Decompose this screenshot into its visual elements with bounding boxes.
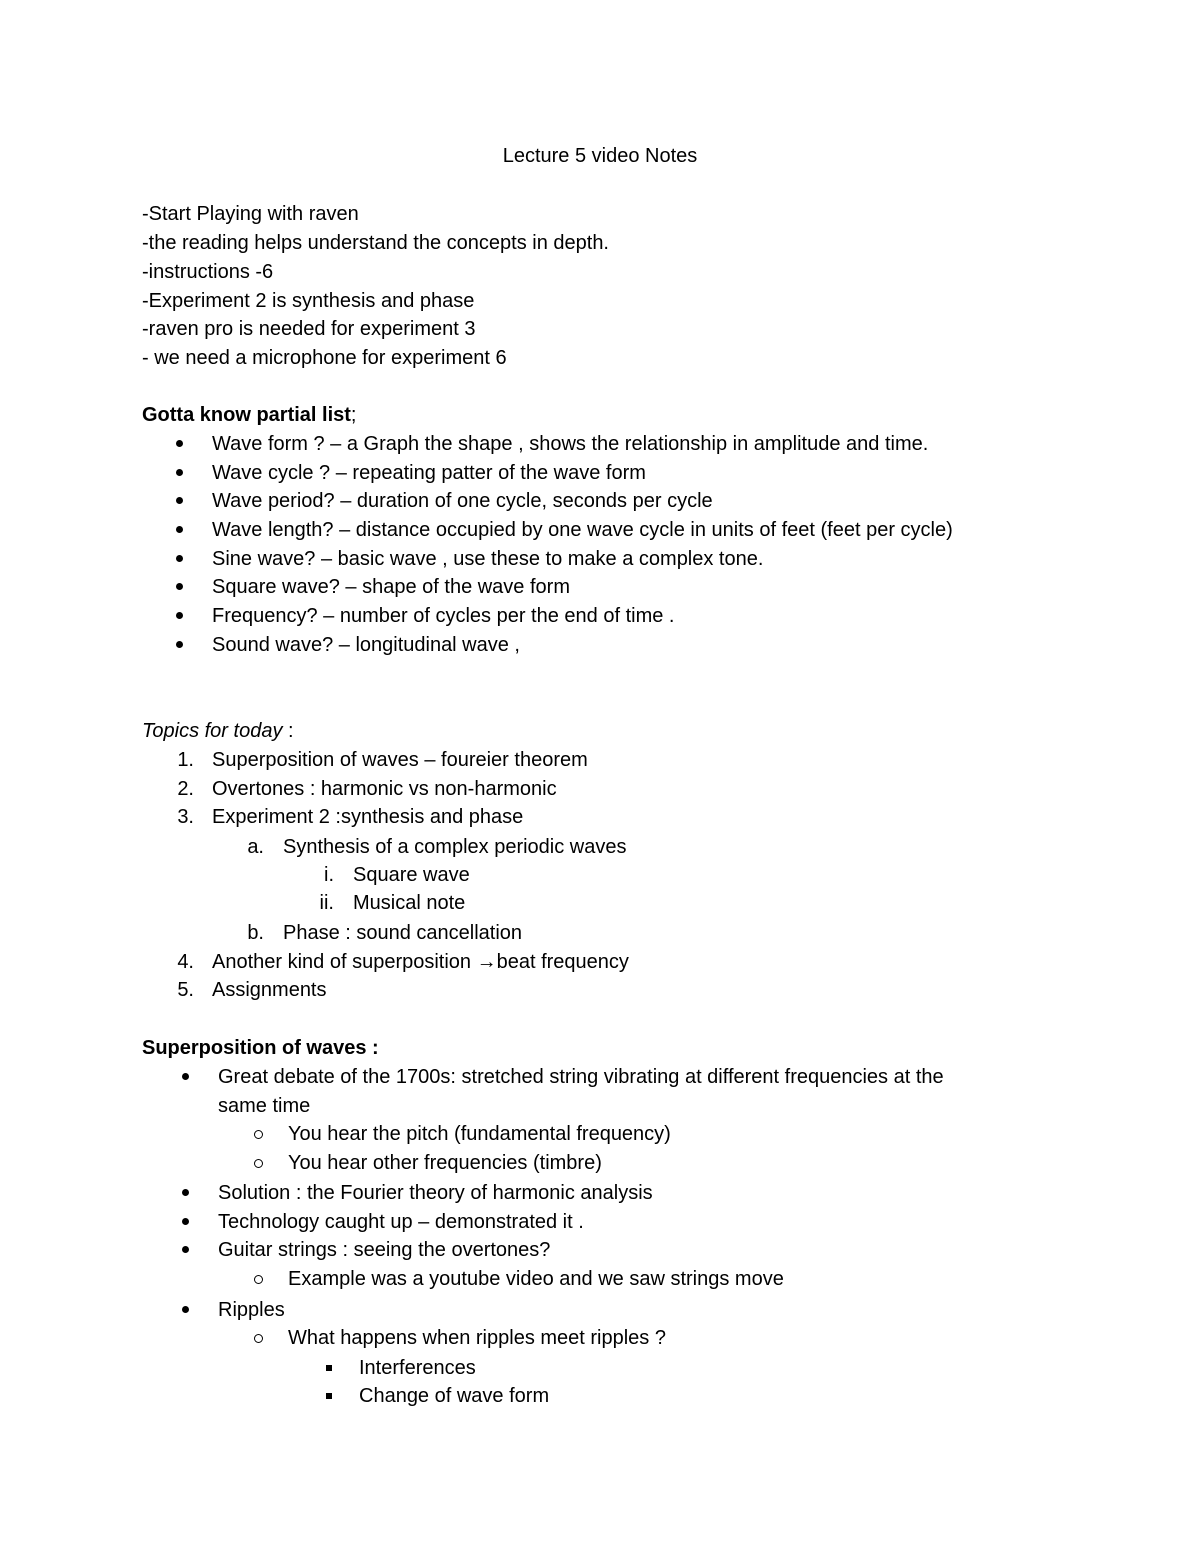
topic-item: Overtones : harmonic vs non-harmonic — [212, 778, 557, 800]
intro-line: -the reading helps understand the concepts in depth. — [142, 232, 609, 254]
bullet-dot — [176, 612, 183, 619]
list-number: 3. — [177, 806, 194, 828]
partial-list-heading — [142, 403, 356, 427]
topics-heading — [142, 719, 294, 743]
intro-line: - we need a microphone for experiment 6 — [142, 347, 507, 369]
partial-list-heading-text: Gotta know partial list — [142, 404, 351, 426]
bullet-dot — [176, 555, 183, 562]
intro-line: -Experiment 2 is synthesis and phase — [142, 290, 475, 312]
bullet-dot — [176, 526, 183, 533]
bullet-dot — [182, 1189, 189, 1196]
list-number: 5. — [177, 979, 194, 1001]
partial-list-item: Wave length? – distance occupied by one wave cycle in units of feet (feet per cycle) — [212, 519, 953, 541]
partial-list-item: Sine wave? – basic wave , use these to make a complex tone. — [212, 548, 764, 570]
superposition-item: Technology caught up – demonstrated it . — [218, 1211, 584, 1233]
topics-heading-text: Topics for today — [142, 720, 283, 742]
bullet-dot — [182, 1218, 189, 1225]
topic-item: Assignments — [212, 979, 327, 1001]
bullet-square — [326, 1393, 332, 1399]
partial-list-item: Sound wave? – longitudinal wave , — [212, 634, 520, 656]
superposition-heading: Superposition of waves : — [142, 1037, 379, 1059]
topic-subitem: Phase : sound cancellation — [283, 922, 523, 944]
bullet-circle — [254, 1334, 263, 1343]
bullet-dot — [176, 440, 183, 447]
bullet-dot — [182, 1246, 189, 1253]
list-roman: ii. — [319, 892, 334, 914]
superposition-subsubitem: Interferences — [359, 1357, 476, 1379]
list-number: 4. — [177, 951, 194, 973]
page-title: Lecture 5 video Notes — [502, 145, 698, 167]
bullet-square — [326, 1365, 332, 1371]
topic-subitem: Synthesis of a complex periodic waves — [283, 836, 627, 858]
bullet-circle — [254, 1159, 263, 1168]
topic-item: Another kind of superposition →beat frequency — [212, 951, 629, 973]
bullet-dot — [176, 641, 183, 648]
superposition-item: Solution : the Fourier theory of harmonic analysis — [218, 1182, 653, 1204]
partial-list-item: Frequency? – number of cycles per the end of time . — [212, 605, 675, 627]
superposition-item: Great debate of the 1700s: stretched string vibrating at different frequencies at the — [218, 1066, 944, 1088]
topic-subsubitem: Square wave — [353, 864, 470, 886]
intro-line: -instructions -6 — [142, 261, 274, 283]
list-letter: a. — [247, 836, 264, 858]
bullet-dot — [182, 1306, 189, 1313]
superposition-item-continuation: same time — [218, 1095, 311, 1117]
superposition-subsubitem: Change of wave form — [359, 1385, 550, 1407]
superposition-subitem: What happens when ripples meet ripples ? — [288, 1327, 666, 1349]
partial-list-item: Wave period? – duration of one cycle, seconds per cycle — [212, 490, 713, 512]
bullet-dot — [176, 497, 183, 504]
bullet-circle — [254, 1130, 263, 1139]
superposition-subitem: You hear the pitch (fundamental frequency) — [288, 1123, 671, 1145]
intro-line: -Start Playing with raven — [142, 203, 359, 225]
list-number: 2. — [177, 778, 194, 800]
superposition-item: Guitar strings : seeing the overtones? — [218, 1239, 551, 1261]
bullet-circle — [254, 1275, 263, 1284]
superposition-item: Ripples — [218, 1299, 285, 1321]
superposition-subitem: You hear other frequencies (timbre) — [288, 1152, 602, 1174]
bullet-dot — [176, 583, 183, 590]
list-letter: b. — [247, 922, 264, 944]
superposition-subitem: Example was a youtube video and we saw strings move — [288, 1268, 784, 1290]
partial-list-item: Square wave? – shape of the wave form — [212, 576, 570, 598]
bullet-dot — [182, 1073, 189, 1080]
partial-list-item: Wave form ? – a Graph the shape , shows the relationship in amplitude and time. — [212, 433, 929, 455]
bullet-dot — [176, 469, 183, 476]
partial-list-heading-tail: ; — [350, 404, 357, 426]
topic-item: Experiment 2 :synthesis and phase — [212, 806, 524, 828]
topic-subsubitem: Musical note — [353, 892, 466, 914]
topics-heading-tail: : — [282, 720, 294, 742]
intro-line: -raven pro is needed for experiment 3 — [142, 318, 476, 340]
topic-item: Superposition of waves – foureier theorem — [212, 749, 588, 771]
list-roman: i. — [324, 864, 334, 886]
list-number: 1. — [177, 749, 194, 771]
partial-list-item: Wave cycle ? – repeating patter of the wave form — [212, 462, 646, 484]
